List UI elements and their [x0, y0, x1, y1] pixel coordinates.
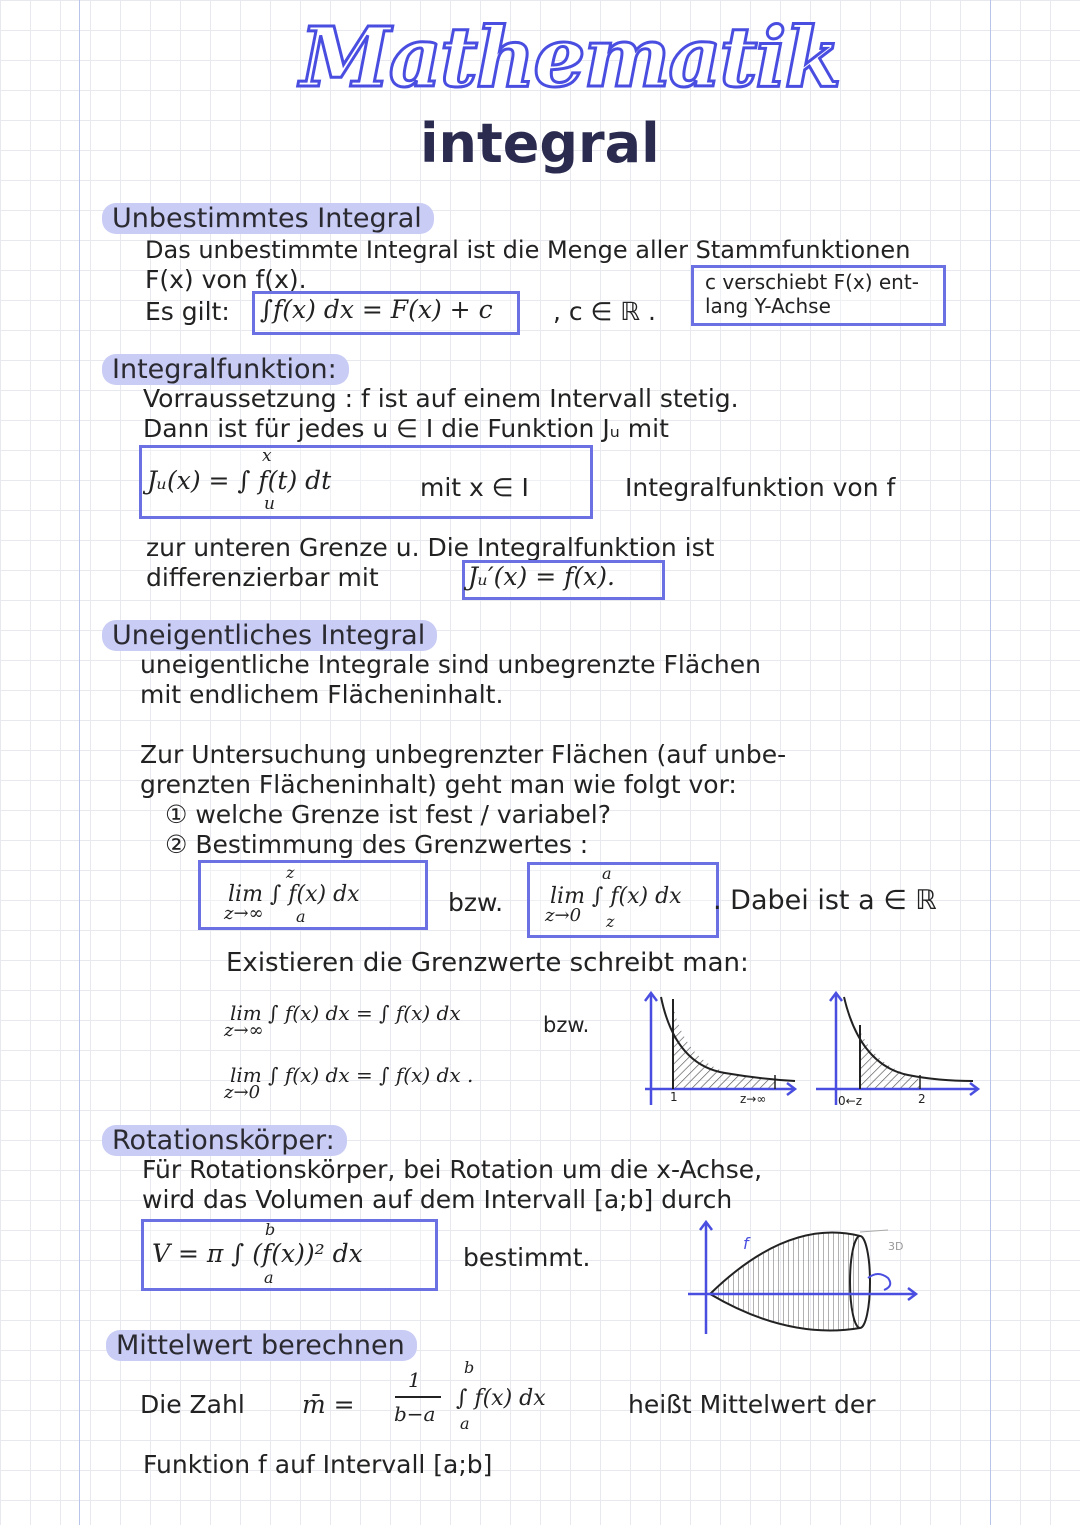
- rotation-upper: b: [265, 1220, 276, 1239]
- graph1-tick: 1: [670, 1090, 678, 1104]
- limit2-expr: lim ∫ f(x) dx: [550, 884, 682, 909]
- uneigentlich-step2: ② Bestimmung des Grenzwertes :: [165, 830, 589, 859]
- mittelwert-frac-bar: [395, 1396, 441, 1398]
- limit2-sub: z→0: [545, 905, 582, 926]
- limit1-sub: z→∞: [224, 903, 264, 924]
- uneigentlich-eq1: lim ∫ f(x) dx = ∫ f(x) dx: [230, 1001, 461, 1025]
- heading-rotationskoerper: Rotationskörper:: [102, 1125, 347, 1156]
- page-title: Mathematik: [300, 10, 840, 106]
- uneigentlich-eq1-bzw: bzw.: [543, 1013, 590, 1037]
- mittelwert-frac-den: b−a: [394, 1402, 436, 1426]
- uneigentlich-line1: uneigentliche Integrale sind unbegrenzte Flächen: [140, 650, 761, 679]
- integralfunktion-line2: Dann ist für jedes u ∈ I die Funktion Jᵤ mit: [143, 414, 669, 443]
- uneigentlich-line3: Zur Untersuchung unbegrenzter Flächen (auf unbe-: [140, 740, 787, 769]
- rotation-graph-f: f: [743, 1234, 749, 1253]
- uneigentlich-existieren: Existieren die Grenzwerte schreibt man:: [226, 948, 749, 978]
- unbestimmt-note-line2: lang Y-Achse: [705, 294, 831, 318]
- graph2-label2: 2: [918, 1092, 926, 1106]
- heading-mittelwert: Mittelwert berechnen: [106, 1330, 417, 1361]
- uneigentlich-eq2-sub: z→0: [224, 1082, 261, 1103]
- limit1-expr: lim ∫ f(x) dx: [228, 882, 360, 907]
- limit2-upper: a: [602, 864, 612, 883]
- left-margin-line: [79, 0, 80, 1525]
- heading-uneigentliches-integral: Uneigentliches Integral: [102, 620, 437, 651]
- unbestimmt-formula: ∫f(x) dx = F(x) + c: [260, 295, 493, 324]
- uneigentlich-eq2: lim ∫ f(x) dx = ∫ f(x) dx .: [230, 1063, 474, 1087]
- mittelwert-heisst: heißt Mittelwert der: [628, 1390, 876, 1419]
- integralfunktion-lower: u: [264, 494, 275, 514]
- integralfunktion-line4: differenzierbar mit: [146, 563, 379, 592]
- mittelwert-integral: ∫ f(x) dx: [456, 1386, 546, 1411]
- limit1-upper: z: [286, 863, 295, 882]
- mittelwert-line2: Funktion f auf Intervall [a;b]: [143, 1450, 493, 1479]
- graph2-label0: 0←z: [838, 1094, 862, 1108]
- unbestimmt-es-gilt: Es gilt:: [145, 297, 230, 326]
- mittelwert-frac-num: 1: [408, 1368, 421, 1392]
- rotation-formula: V = π ∫ (f(x))² dx: [152, 1239, 363, 1268]
- limit-bzw: bzw.: [448, 888, 504, 917]
- uneigentlich-line2: mit endlichem Flächeninhalt.: [140, 680, 504, 709]
- integralfunktion-line1: Vorraussetzung : f ist auf einem Intervall stetig.: [143, 384, 739, 413]
- uneigentlich-step1: ① welche Grenze ist fest / variabel?: [165, 800, 611, 829]
- integralfunktion-deriv: Jᵤ′(x) = f(x).: [468, 562, 615, 591]
- limit2-lower: z: [606, 912, 615, 931]
- graph-improper-infinity: [625, 985, 805, 1115]
- right-margin-line: [990, 0, 991, 1525]
- rotation-bestimmt: bestimmt.: [463, 1243, 591, 1272]
- rotation-graph-3d: 3D: [888, 1240, 904, 1253]
- integralfunktion-label: Integralfunktion von f: [625, 473, 896, 502]
- unbestimmt-c-real: , c ∈ ℝ .: [553, 297, 657, 326]
- graph1-label: z→∞: [740, 1092, 767, 1106]
- rotation-line2: wird das Volumen auf dem Intervall [a;b] durch: [142, 1185, 733, 1214]
- page-subtitle: integral: [420, 112, 660, 175]
- limit1-lower: a: [296, 907, 306, 926]
- limit-dabei: . Dabei ist a ∈ ℝ: [713, 885, 937, 916]
- unbestimmt-note-line1: c verschiebt F(x) ent-: [705, 270, 919, 294]
- graph-rotation-body: [688, 1218, 928, 1338]
- unbestimmt-line2: F(x) von f(x).: [145, 265, 307, 294]
- mittelwert-upper: b: [464, 1358, 475, 1377]
- mittelwert-die-zahl: Die Zahl: [140, 1390, 245, 1419]
- mittelwert-m: m̄ =: [302, 1390, 355, 1419]
- rotation-lower: a: [264, 1268, 274, 1287]
- uneigentlich-eq1-sub: z→∞: [224, 1020, 264, 1041]
- integralfunktion-line3: zur unteren Grenze u. Die Integralfunktion ist: [146, 533, 715, 562]
- integralfunktion-formula: Jᵤ(x) = ∫ f(t) dt: [147, 466, 332, 495]
- graph-improper-zero: [808, 985, 983, 1115]
- mittelwert-lower: a: [460, 1414, 470, 1433]
- integralfunktion-mit: mit x ∈ I: [420, 473, 529, 502]
- integralfunktion-upper: x: [262, 446, 272, 466]
- heading-integralfunktion: Integralfunktion:: [102, 354, 349, 385]
- uneigentlich-line4: grenzten Flächeninhalt) geht man wie folgt vor:: [140, 770, 737, 799]
- heading-unbestimmtes-integral: Unbestimmtes Integral: [102, 203, 434, 234]
- unbestimmt-line1: Das unbestimmte Integral ist die Menge aller Stammfunktionen: [145, 236, 911, 264]
- rotation-line1: Für Rotationskörper, bei Rotation um die x-Achse,: [142, 1155, 763, 1184]
